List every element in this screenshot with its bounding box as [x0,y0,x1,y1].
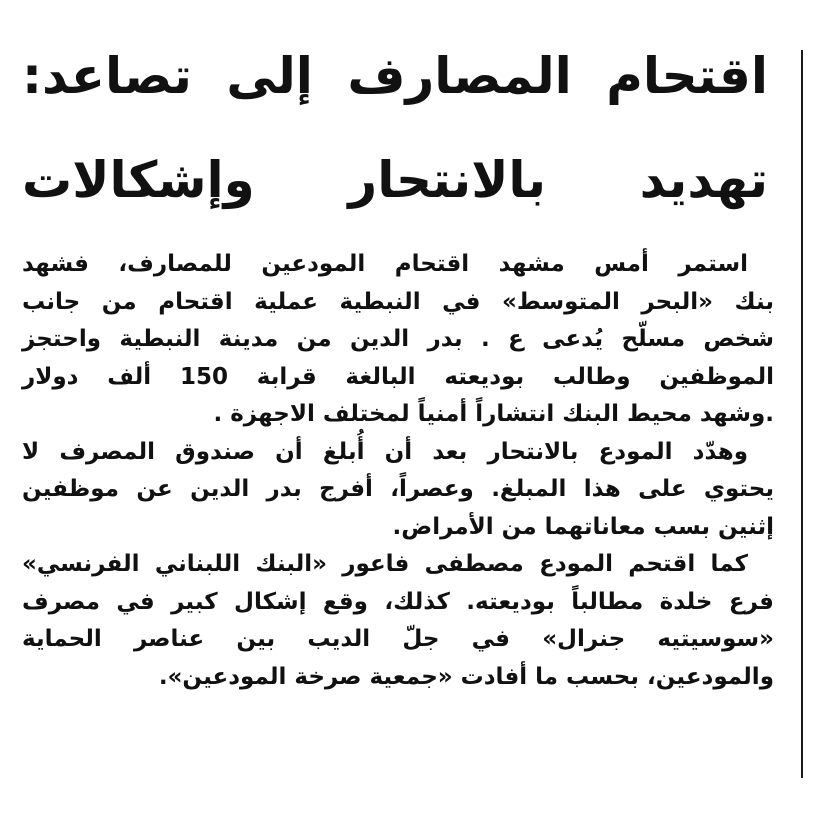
paragraph-line: والمودعين، بحسب ما أفادت «جمعية صرخة المودعين». [158,663,774,690]
article-headline [22,24,774,232]
paragraph-line: كما اقتحم المودع مصطفى فاعور «البنك اللبناني الفرنسي» [22,551,748,577]
paragraph-line: يحتوي على هذا المبلغ. وعصراً، أفرج بدر الدين عن موظفين [22,476,774,502]
paragraph-line: الموظفين وطالب بوديعته البالغة قرابة 150 ألف دولار [22,363,774,390]
news-article [22,24,774,696]
paragraph-1 [22,246,774,434]
paragraph-line: شخص مسلّح يُدعى ع . بدر الدين من مدينة النبطية واحتجز [22,326,774,352]
paragraph-line: إثنين بسب معاناتهما من الأمراض. [392,513,774,540]
paragraph-3 [22,546,774,696]
paragraph-line: فرع خلدة مطالباً بوديعته. كذلك، وقع إشكال كبير في مصرف [22,588,774,615]
article-body [22,246,774,696]
paragraph-line: استمر أمس مشهد اقتحام المودعين للمصارف، فشهد [22,251,748,277]
paragraph-line: بنك «البحر المتوسط» في النبطية عملية اقتحام من جانب [22,288,774,315]
paragraph-line: «سوسيتيه جنرال» في جلّ الديب بين عناصر الحماية [22,626,774,652]
paragraph-line: وهدّد المودع بالانتحار بعد أن أُبلغ أن صندوق المصرف لا [22,438,748,465]
paragraph-line: .وشهد محيط البنك انتشاراً أمنياً لمختلف الاجهزة . [213,401,774,427]
column-divider-rule [801,50,803,778]
paragraph-2 [22,434,774,547]
headline-line-1: اقتحام المصارف إلى تصاعد: [22,47,768,105]
headline-line-2: تهديد بالانتحار وإشكالات [22,151,768,209]
